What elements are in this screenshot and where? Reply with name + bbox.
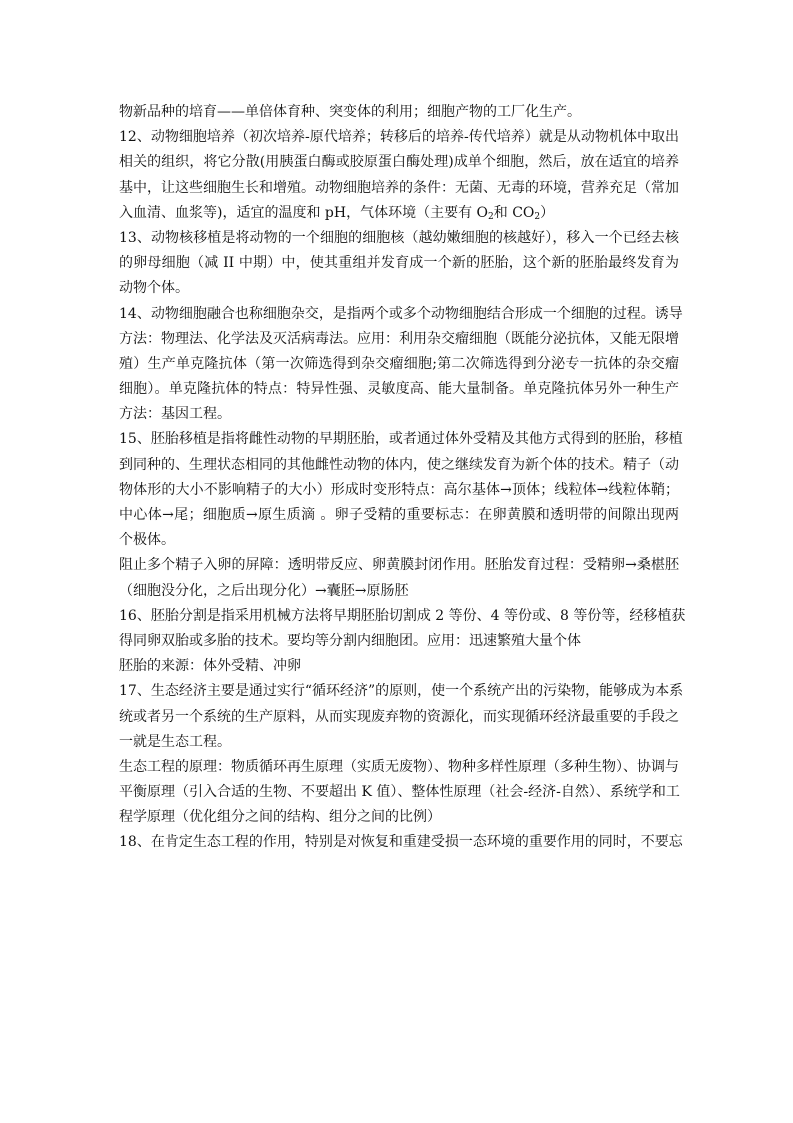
text-line: 到同种的、生理状态相同的其他雌性动物的体内，使之继续发育为新个体的技术。精子（动 [119, 456, 679, 473]
text-line: 个极体。 [119, 532, 175, 549]
text-line: 方法：基因工程。 [119, 406, 231, 423]
text-line: 方法：物理法、化学法及灭活病毒法。应用：利用杂交瘤细胞（既能分泌抗体，又能无限增 [119, 330, 679, 347]
text-line: 15、胚胎移植是指将雌性动物的早期胚胎，或者通过体外受精及其他方式得到的胚胎，移植 [119, 431, 683, 448]
text-line: 14、动物细胞融合也称细胞杂交，是指两个或多个动物细胞结合形成一个细胞的过程。诱导 [119, 305, 683, 322]
text-segment: 入血清、血浆等)，适宜的温度和 pH，气体环境（主要有 O [119, 204, 489, 221]
text-line: 细胞）。单克隆抗体的特点：特异性强、灵敏度高、能大量制备。单克隆抗体另外一种生产 [119, 381, 679, 398]
text-line: 阻止多个精子入卵的屏障：透明带反应、卵黄膜封闭作用。胚胎发育过程：受精卵→桑椹胚 [119, 557, 679, 574]
subscript: 2 [534, 211, 541, 222]
text-segment: 和 CO [493, 204, 535, 221]
text-line: 17、生态经济主要是通过实行“循环经济”的原则，使一个系统产出的污染物，能够成为本系 [119, 683, 684, 700]
text-line: 基中，让这些细胞生长和增殖。动物细胞培养的条件：无菌、无毒的环境，营养充足（常加 [119, 179, 679, 196]
text-line: 相关的组织，将它分散(用胰蛋白酶或胶原蛋白酶处理)成单个细胞，然后，放在适宜的培养 [119, 154, 679, 171]
text-line: 的卵母细胞（减 II 中期）中，使其重组并发育成一个新的胚胎，这个新的胚胎最终发育为 [119, 255, 679, 272]
text-line: 动物个体。 [119, 280, 189, 297]
subscript: 2 [488, 211, 494, 222]
text-line: 平衡原理（引入合适的生物、不要超出 K 值）、整体性原理（社会-经济-自然）、系统学和工 [119, 784, 680, 801]
text-line: 12、动物细胞培养（初次培养-原代培养；转移后的培养-传代培养）就是从动物机体中取出 [119, 129, 679, 146]
text-line: 程学原理（优化组分之间的结构、组分之间的比例） [119, 809, 441, 826]
text-line: 18、在肯定生态工程的作用，特别是对恢复和重建受损一态环境的重要作用的同时，不要忘 [119, 834, 683, 851]
text-line: 一就是生态工程。 [119, 733, 231, 750]
text-line: 胚胎的来源：体外受精、冲卵 [119, 658, 301, 675]
text-line: 16、胚胎分割是指采用机械方法将早期胚胎切割成 2 等份、4 等份或、8 等份等，经移植获 [119, 607, 686, 624]
text-line: 得同卵双胎或多胎的技术。要均等分割内细胞团。应用：迅速繁殖大量个体 [119, 632, 581, 649]
text-line: 13、动物核移植是将动物的一个细胞的细胞核（越幼嫩细胞的核越好），移入一个已经去核 [119, 229, 679, 246]
text-line: 中心体→尾；细胞质→原生质滴 。卵子受精的重要标志：在卵黄膜和透明带的间隙出现两 [119, 507, 679, 523]
text-line: 统或者另一个系统的生产原料，从而实现废弃物的资源化，而实现循环经济最重要的手段之 [119, 708, 679, 725]
document-body [119, 100, 686, 856]
text-line: 物新品种的培育——单倍体育种、突变体的利用；细胞产物的工厂化生产。 [119, 104, 581, 120]
text-line: 生态工程的原理：物质循环再生原理（实质无废物）、物种多样性原理（多种生物）、协调与 [119, 758, 679, 775]
text-line: （细胞没分化，之后出现分化）→囊胚→原肠胚 [119, 582, 409, 599]
text-segment: ） [540, 204, 555, 221]
text-line: 殖）生产单克隆抗体（第一次筛选得到杂交瘤细胞;第二次筛选得到分泌专一抗体的杂交瘤 [119, 355, 679, 372]
text-line [119, 201, 679, 226]
text-line: 物体形的大小不影响精子的大小）形成时变形特点：高尔基体→顶体；线粒体→线粒体鞘； [119, 481, 679, 498]
